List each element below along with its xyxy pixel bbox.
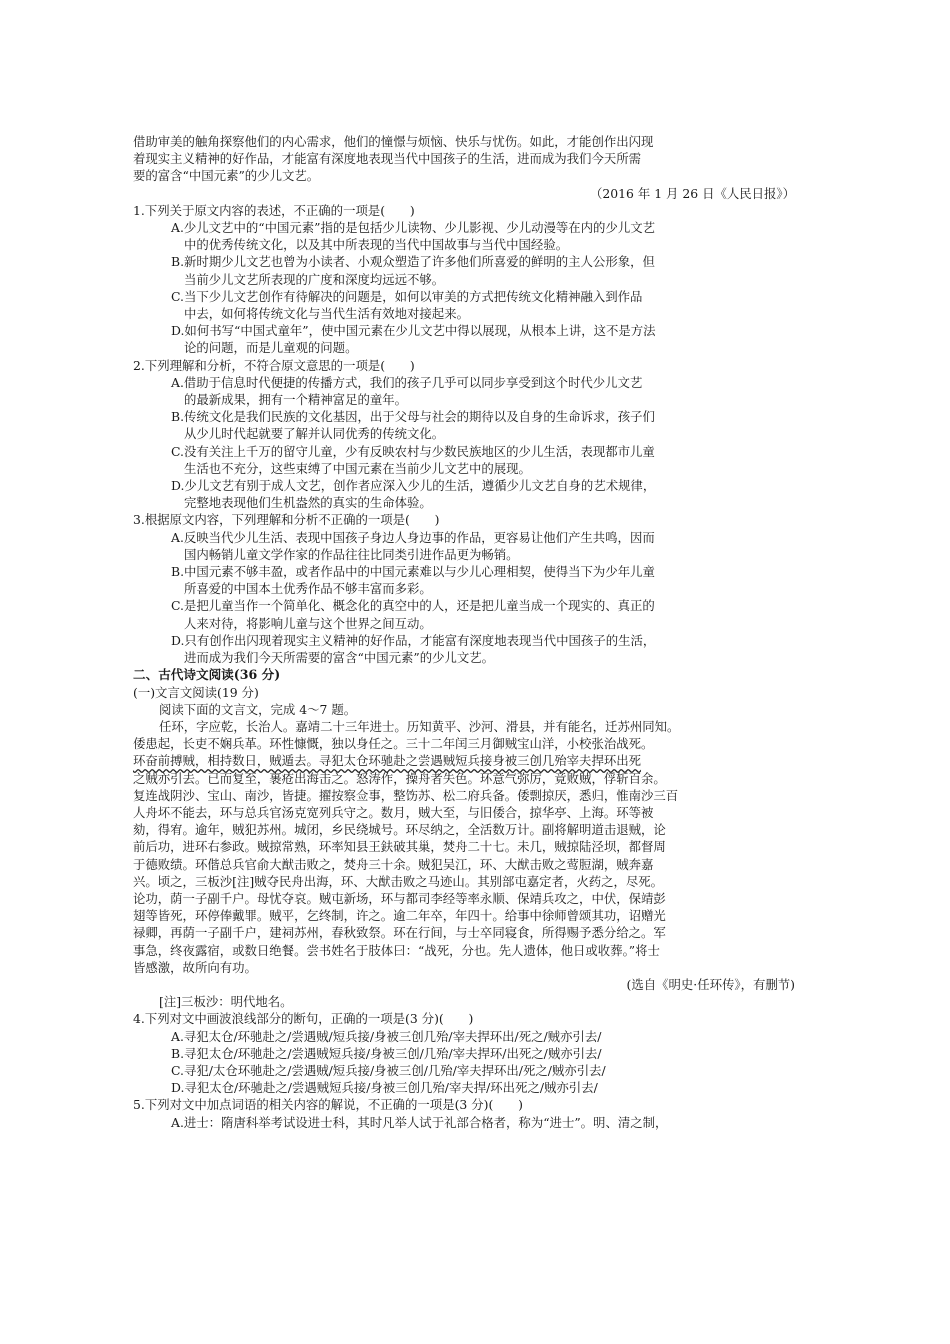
- question-1: [133, 202, 795, 357]
- option-a[interactable]: A.反映当代少儿生活、表现中国孩子身边人身边事的作品，更容易让他们产生共鸣，因而 国内畅销儿童文学作家的作品往往比同类引进作品更为畅销。: [171, 529, 655, 562]
- option-c[interactable]: C.寻犯/太仓环驰赴之/尝遇贼/短兵接/身被三创/几殆/宰夫捍环出/死之/贼亦引去/: [171, 1062, 606, 1078]
- option-c[interactable]: C.没有关注上千万的留守儿童，少有反映农村与少数民族地区的少儿生活，表现都市儿童 生活也不充分，这些束缚了中国元素在当前少儿文艺中的展现。: [171, 443, 655, 476]
- article-source: （2016 年 1 月 26 日《人民日报》）: [590, 185, 795, 201]
- reading-instruction: 阅读下面的文言文，完成 4～7 题。: [159, 701, 357, 717]
- text-line: 兴。顷之，三板沙[注]贼夺民舟出海，环、大猷击败之马迹山。其别部屯嘉定者，火药之，尽死。: [133, 873, 664, 889]
- text-line: 之贼亦引去。已而复至，裹疮出海击之。怒涛作，操舟者失色。环意气弥厉，竟败贼，俘斩百余。: [133, 770, 666, 786]
- question-4: [133, 1010, 795, 1096]
- option-d[interactable]: D.少儿文艺有别于成人文艺，创作者应深入少儿的生活，遵循少儿文艺自身的艺术规律， 完整地表现他们生机盎然的真实的生命体验。: [171, 478, 656, 511]
- question-stem: 5.下列对文中加点词语的相关内容的解说，不正确的一项是(3 分)( ): [133, 1097, 523, 1113]
- text-line: 人舟坏不能去，环与总兵官汤克宽列兵守之。数月，贼大至，与旧倭合，掠华亭、上海。环等被: [133, 804, 654, 820]
- option-c[interactable]: C.是把儿童当作一个简单化、概念化的真空中的人，还是把儿童当成一个现实的、真正的 人来对待，将影响儿童与这个世界之间互动。: [171, 598, 655, 631]
- option-a[interactable]: A.进士：隋唐科举考试设进士科，其时凡举人试于礼部合格者，称为“进士”。明、清之制，: [171, 1114, 668, 1130]
- text-line-wavy: 环奋前搏贼，相持数日，贼遁去。寻犯太仓环驰赴之尝遇贼短兵接身被三创几殆宰夫捍环出死: [133, 753, 642, 769]
- option-b[interactable]: B.寻犯太仓/环驰赴之/尝遇贼短兵接/身被三创/几殆/宰夫捍环/出死之/贼亦引去/: [171, 1045, 602, 1061]
- text-line: 翅等皆死，环停俸戴罪。贼平，乞终制，许之。逾二年卒，年四十。给事中徐师曾颂其功，诏赠光: [133, 908, 666, 924]
- subsection-heading: (一)文言文阅读(19 分): [133, 684, 259, 700]
- question-3: [133, 511, 795, 666]
- text-line: 着现实主义精神的好作品，才能富有深度地表现当代中国孩子的生活，进而成为我们今天所需: [133, 151, 642, 167]
- text-line: 要的富含“中国元素”的少儿文艺。: [133, 168, 320, 184]
- option-b[interactable]: B.传统文化是我们民族的文化基因，出于父母与社会的期待以及自身的生命诉求，孩子们 从少儿时代起就要了解并认同优秀的传统文化。: [171, 409, 655, 442]
- intro-paragraph: [133, 133, 795, 185]
- exam-page: [133, 133, 795, 1131]
- question-stem: 3.根据原文内容，下列理解和分析不正确的一项是( ): [133, 512, 440, 528]
- text-line: 倭患起，长吏不娴兵革。环性慷慨，独以身任之。三十二年闰三月御贼宝山洋，小校张治战死。: [133, 736, 654, 752]
- text-line: 禄卿，再荫一子副千户，建祠苏州，春秋致祭。环在行间，与士卒同寝食，所得赐予悉分给之。军: [133, 925, 666, 941]
- text-line: 事急，终夜露宿，或数日绝餐。尝书姓名于肢体曰：“战死，分也。先人遗体，他日或收葬。”将士: [133, 942, 660, 958]
- annotation-note: [注]三板沙：明代地名。: [159, 994, 293, 1010]
- classical-passage: [133, 718, 795, 976]
- question-2: [133, 357, 795, 512]
- text-line: 劾，得宥。逾年，贼犯苏州。城闭，乡民绕城号。环尽纳之，全活数万计。副将解明道击退贼，论: [133, 822, 666, 838]
- question-stem: 2.下列理解和分析，不符合原文意思的一项是( ): [133, 357, 415, 373]
- question-stem: 1.下列关于原文内容的表述，不正确的一项是( ): [133, 202, 415, 218]
- option-d[interactable]: D.只有创作出闪现着现实主义精神的好作品，才能富有深度地表现当代中国孩子的生活， 进而成为我们今天所需要的富含“中国元素”的少儿文艺。: [171, 632, 656, 666]
- passage-source: (选自《明史·任环传》，有删节): [626, 976, 795, 992]
- option-c[interactable]: C.当下少儿文艺创作有待解决的问题是，如何以审美的方式把传统文化精神融入到作品 中去，如何将传统文化与当代生活有效地对接起来。: [171, 288, 643, 322]
- option-b[interactable]: B.新时期少儿文艺也曾为小读者、小观众塑造了许多他们所喜爱的鲜明的主人公形象，但 当前少儿文艺所表现的广度和深度均远远不够。: [171, 254, 655, 287]
- text-line: 皆感激，故所向有功。: [133, 959, 257, 975]
- text-line: 于德败绩。环偕总兵官俞大猷击败之，焚舟三十余。贼犯吴江，环、大猷击败之莺脰湖，贼奔嘉: [133, 856, 654, 872]
- option-a[interactable]: A.借助于信息时代便捷的传播方式，我们的孩子几乎可以同步享受到这个时代少儿文艺 的最新成果，拥有一个精神富足的童年。: [171, 374, 643, 408]
- text-line: 复连战阴沙、宝山、南沙，皆捷。擢按察佥事，整饬苏、松二府兵备。倭剽掠厌，悉归，惟南沙三百: [133, 787, 679, 803]
- text-line: 任环，字应乾，长治人。嘉靖二十三年进士。历知黄平、沙河、滑县，并有能名，迁苏州同知。: [159, 718, 680, 734]
- option-d[interactable]: D.寻犯太仓/环驰赴之/尝遇贼短兵接/身被三创几殆/宰夫捍/环出死之/贼亦引去/: [171, 1080, 598, 1096]
- option-b[interactable]: B.中国元素不够丰盈，或者作品中的中国元素难以与少儿心理相契，使得当下为少年儿童 所喜爱的中国本土优秀作品不够丰富而多彩。: [171, 564, 655, 597]
- question-5: [133, 1096, 795, 1130]
- question-stem: 4.下列对文中画波浪线部分的断句，正确的一项是(3 分)( ): [133, 1011, 474, 1027]
- option-a[interactable]: A.寻犯太仓/环驰赴之/尝遇贼/短兵接/身被三创几殆/宰夫捍环出/死之/贼亦引去/: [171, 1028, 602, 1044]
- option-a[interactable]: A.少儿文艺中的“中国元素”指的是包括少儿读物、少儿影视、少儿动漫等在内的少儿文艺 中的优秀传统文化，以及其中所表现的当代中国故事与当代中国经验。: [171, 220, 656, 253]
- text-line: 前后功，进环右参政。贼掠常熟，环率知县王鈇破其巢，焚舟二十七。未几，贼掠陆泾坝，都督周: [133, 839, 666, 855]
- option-d[interactable]: D.如何书写“中国式童年”，使中国元素在少儿文艺中得以展现，从根本上讲，这不是方法 论的问题，而是儿童观的问题。: [171, 323, 656, 356]
- text-line: 论功，荫一子副千户。母忧夺哀。贼屯新场，环与都司李经等率永顺、保靖兵攻之，中伏，保靖彭: [133, 890, 666, 906]
- text-line: 借助审美的触角探察他们的内心需求，他们的憧憬与烦恼、快乐与忧伤。如此，才能创作出闪现: [133, 134, 654, 149]
- section-heading: 二、古代诗文阅读(36 分): [133, 667, 281, 683]
